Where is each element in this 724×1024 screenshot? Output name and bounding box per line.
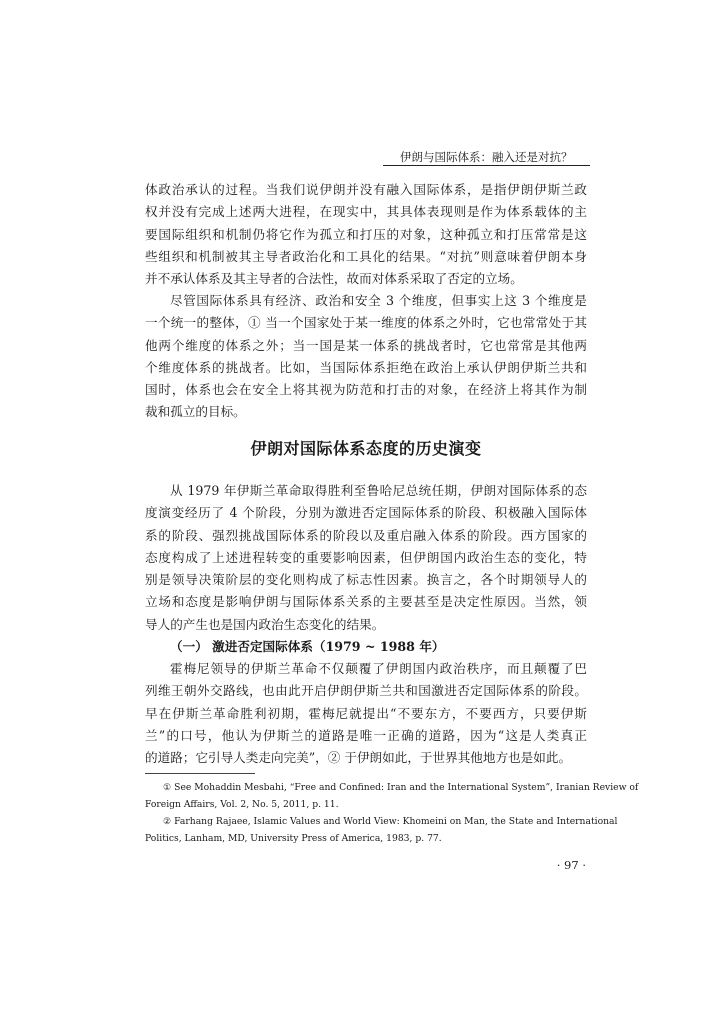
footnote-line: Politics, Lanham, MD, University Press of America, 1983, p. 77. (145, 833, 442, 844)
text-line: 列维王朝外交路线，也由此开启伊朗伊斯兰共和国激进否定国际体系的阶段。 (145, 683, 587, 699)
text-line: 兰”的口号，他认为伊斯兰的道路是唯一正确的道路，因为“这是人类真正 (145, 727, 587, 743)
footnotes (145, 779, 639, 847)
text-line: 态度构成了上述进程转变的重要影响因素，但伊朗国内政治生态的变化，特 (145, 549, 587, 565)
paragraph-3 (145, 480, 587, 636)
text-line: 一个统一的整体，① 当一个国家处于某一维度的体系之外时，它也常常处于其 (145, 315, 587, 331)
text-line: 国时，体系也会在安全上将其视为防范和打击的对象，在经济上将其作为制 (145, 382, 587, 398)
footnote-rule (145, 773, 255, 774)
text-line: 别是领导决策阶层的变化则构成了标志性因素。换言之，各个时期领导人的 (145, 572, 587, 588)
header-rule (383, 165, 590, 166)
subsection-heading: （一） 激进否定国际体系（1979 ~ 1988 年） (170, 639, 445, 654)
text-line: 霍梅尼领导的伊斯兰革命不仅颠覆了伊朗国内政治秩序，而且颠覆了巴 (170, 661, 587, 676)
text-line: 从 1979 年伊斯兰革命取得胜利至鲁哈尼总统任期，伊朗对国际体系的态 (170, 483, 587, 498)
paragraph-4 (145, 658, 587, 769)
paragraph-1 (145, 179, 587, 290)
text-line: 个维度体系的挑战者。比如，当国际体系拒绝在政治上承认伊朗伊斯兰共和 (145, 359, 587, 375)
paragraph-2 (145, 290, 587, 424)
section-title: 伊朗对国际体系态度的历史演变 (250, 439, 482, 458)
text-line: 尽管国际体系具有经济、政治和安全 3 个维度，但事实上这 3 个维度是 (170, 293, 587, 308)
text-line: 系的阶段、强烈挑战国际体系的阶段以及重启融入体系的阶段。西方国家的 (145, 527, 587, 543)
running-head: 伊朗与国际体系：融入还是对抗？ (400, 150, 573, 164)
text-line: 他两个维度的体系之外；当一国是某一体系的挑战者时，它也常常是其他两 (145, 337, 587, 353)
text-line: 早在伊斯兰革命胜利初期，霍梅尼就提出“不要东方，不要西方，只要伊斯 (145, 705, 587, 721)
text-line: 立场和态度是影响伊朗与国际体系关系的主要甚至是决定性原因。当然，领 (145, 594, 587, 610)
text-line: 体政治承认的过程。当我们说伊朗并没有融入国际体系，是指伊朗伊斯兰政 (145, 182, 587, 197)
text-line: 的道路；它引导人类走向完美”，② 于伊朗如此，于世界其他地方也是如此。 (145, 750, 572, 766)
text-line: 度演变经历了 4 个阶段，分别为激进否定国际体系的阶段、积极融入国际体 (145, 505, 587, 521)
text-line: 权并没有完成上述两大进程，在现实中，其具体表现则是作为体系载体的主 (145, 204, 587, 220)
footnote-line: Foreign Affairs, Vol. 2, No. 5, 2011, p. 11. (145, 799, 339, 810)
text-line: 裁和孤立的目标。 (145, 404, 246, 420)
footnote-line: ② Farhang Rajaee, Islamic Values and World View: Khomeini on Man, the State and International (163, 816, 618, 827)
text-line: 并不承认体系及其主导者的合法性，故而对体系采取了否定的立场。 (145, 271, 523, 287)
text-line: 导人的产生也是国内政治生态变化的结果。 (145, 616, 385, 632)
footnote-line: ① See Mohaddin Mesbahi, “Free and Confined: Iran and the International System”, Iranian Review of (163, 782, 639, 793)
text-line: 要国际组织和机制仍将它作为孤立和打压的对象，这种孤立和打压常常是这 (145, 226, 587, 242)
text-line: 些组织和机制被其主导者政治化和工具化的结果。“对抗”则意味着伊朗本身 (145, 248, 587, 264)
page-number: · 97 · (556, 858, 586, 872)
